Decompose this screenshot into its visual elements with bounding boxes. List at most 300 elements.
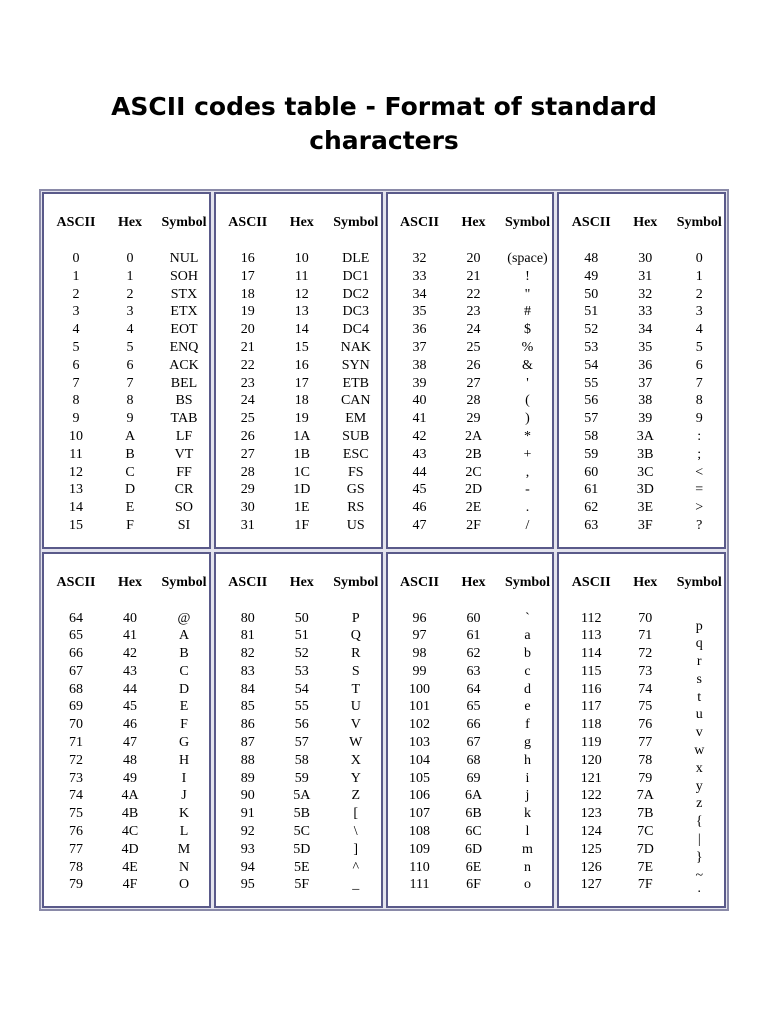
symbol: h bbox=[524, 752, 531, 768]
symbol: J bbox=[181, 788, 187, 804]
hex-code: 7E bbox=[637, 859, 654, 875]
symbol: ) bbox=[525, 411, 530, 427]
hex-code: 3 bbox=[126, 304, 134, 320]
ascii-code: 105 bbox=[409, 770, 430, 786]
table-row bbox=[388, 446, 553, 464]
hex-code: 76 bbox=[638, 717, 653, 733]
header-symbol: Symbol bbox=[676, 215, 722, 230]
ascii-code: 87 bbox=[240, 735, 255, 751]
hex-code: 46 bbox=[123, 717, 137, 733]
header-ascii: ASCII bbox=[228, 215, 268, 230]
symbol: ETX bbox=[170, 304, 198, 320]
table-row bbox=[388, 752, 553, 770]
hex-code: 12 bbox=[294, 286, 309, 302]
ascii-code: 11 bbox=[69, 446, 83, 462]
symbol: DC3 bbox=[342, 304, 369, 320]
header-hex: Hex bbox=[289, 215, 314, 230]
symbol: @ bbox=[177, 610, 191, 626]
table-row bbox=[559, 428, 724, 446]
ascii-code: 32 bbox=[412, 251, 427, 266]
symbol: $ bbox=[524, 322, 531, 338]
symbol: z bbox=[696, 796, 703, 812]
ascii-code: 118 bbox=[581, 717, 602, 733]
header-hex: Hex bbox=[461, 574, 486, 590]
hex-code: 63 bbox=[466, 663, 481, 679]
ascii-code: 47 bbox=[412, 517, 427, 533]
symbol: l bbox=[525, 824, 530, 840]
symbol: VT bbox=[174, 446, 194, 462]
symbol: [ bbox=[353, 806, 359, 822]
table-row bbox=[559, 392, 724, 410]
hex-code: 7 bbox=[126, 375, 134, 391]
hex-code: 62 bbox=[466, 646, 481, 662]
symbol: 8 bbox=[695, 393, 703, 409]
symbol: DC2 bbox=[342, 286, 369, 302]
hex-code: 7A bbox=[636, 788, 654, 804]
hex-code: 35 bbox=[638, 339, 653, 355]
hex-code: 0 bbox=[126, 251, 134, 266]
ascii-code: 124 bbox=[580, 824, 602, 840]
hex-code: 41 bbox=[123, 628, 137, 644]
symbol: SI bbox=[177, 517, 191, 533]
table-row bbox=[216, 823, 381, 841]
ascii-code: 9 bbox=[72, 411, 80, 427]
table-row bbox=[216, 610, 381, 628]
table-row bbox=[559, 303, 724, 321]
table-row bbox=[216, 698, 381, 716]
ascii-code: 66 bbox=[69, 646, 83, 662]
symbol: SYN bbox=[341, 357, 370, 373]
symbol: V bbox=[350, 717, 361, 733]
symbol: x bbox=[695, 760, 703, 776]
table-row bbox=[216, 645, 381, 663]
page-title bbox=[0, 90, 768, 158]
hex-code: 40 bbox=[123, 610, 137, 626]
ascii-code: 16 bbox=[240, 251, 255, 266]
symbol: 4 bbox=[695, 322, 703, 338]
symbol: T bbox=[351, 681, 361, 697]
ascii-code: 71 bbox=[69, 735, 83, 751]
symbol: _ bbox=[352, 877, 360, 893]
symbol: ! bbox=[525, 268, 530, 284]
hex-code: 71 bbox=[638, 628, 653, 644]
symbol: . bbox=[525, 500, 530, 516]
table-row bbox=[44, 268, 209, 286]
header-hex: Hex bbox=[633, 574, 658, 590]
ascii-code: 110 bbox=[409, 859, 430, 875]
symbol: % bbox=[521, 339, 534, 355]
ascii-code: 20 bbox=[240, 322, 255, 338]
symbol: o bbox=[524, 877, 531, 893]
ascii-code: 79 bbox=[69, 877, 83, 893]
hex-code: 23 bbox=[466, 304, 481, 320]
symbol: M bbox=[177, 841, 191, 857]
hex-code: 24 bbox=[466, 322, 481, 338]
ascii-code: 59 bbox=[584, 446, 599, 462]
table-row bbox=[44, 627, 209, 645]
table-row bbox=[559, 357, 724, 375]
symbol: SO bbox=[175, 500, 193, 516]
symbol: US bbox=[346, 517, 365, 533]
table-row bbox=[388, 286, 553, 304]
ascii-code: 65 bbox=[69, 628, 83, 644]
header-hex: Hex bbox=[117, 574, 143, 590]
header-symbol: Symbol bbox=[333, 215, 379, 230]
hex-code: 47 bbox=[123, 735, 137, 751]
hex-code: 4D bbox=[121, 841, 139, 857]
table-row bbox=[216, 428, 381, 446]
hex-code: 3F bbox=[637, 517, 653, 533]
table-row bbox=[388, 517, 553, 535]
ascii-code: 44 bbox=[412, 464, 427, 480]
table-row bbox=[216, 499, 381, 517]
table-row bbox=[216, 787, 381, 805]
hex-code: 8 bbox=[126, 393, 134, 409]
hex-code: 74 bbox=[638, 681, 653, 697]
table-row bbox=[44, 286, 209, 304]
ascii-code: 88 bbox=[240, 752, 255, 768]
symbol: D bbox=[178, 681, 190, 697]
table-rows bbox=[388, 610, 553, 895]
table-row bbox=[44, 770, 209, 788]
symbol: B bbox=[179, 646, 189, 662]
hex-code: 7D bbox=[636, 841, 654, 857]
table-row bbox=[559, 321, 724, 339]
symbol: FS bbox=[347, 464, 364, 480]
hex-code: 1F bbox=[294, 517, 310, 533]
hex-code: 2B bbox=[465, 446, 482, 462]
hex-code: 6E bbox=[465, 859, 482, 875]
table-rows bbox=[44, 610, 209, 895]
hex-code: 27 bbox=[466, 375, 481, 391]
table-row bbox=[559, 375, 724, 393]
symbol: EOT bbox=[170, 322, 198, 338]
ascii-code: 82 bbox=[240, 646, 255, 662]
symbol: Z bbox=[351, 788, 361, 804]
symbol: ' bbox=[526, 375, 529, 391]
table-row bbox=[216, 268, 381, 286]
hex-code: 22 bbox=[466, 286, 481, 302]
ascii-code: 83 bbox=[240, 663, 255, 679]
hex-code: 2F bbox=[466, 517, 481, 533]
table-row bbox=[216, 464, 381, 482]
ascii-code: 99 bbox=[412, 663, 427, 679]
column-headers bbox=[388, 573, 553, 593]
symbol: f bbox=[525, 717, 530, 733]
hex-code: 5D bbox=[293, 841, 311, 857]
symbol: , bbox=[525, 464, 530, 480]
symbol: g bbox=[524, 735, 531, 751]
table-rows bbox=[216, 250, 381, 535]
symbol: v bbox=[695, 725, 703, 741]
table-row bbox=[44, 481, 209, 499]
symbol: NUL bbox=[169, 251, 199, 266]
table-row bbox=[216, 663, 381, 681]
hex-code: 6D bbox=[464, 841, 483, 857]
hex-code: 11 bbox=[295, 268, 309, 284]
table-row bbox=[388, 716, 553, 734]
table-row bbox=[44, 250, 209, 268]
symbol: ~ bbox=[695, 867, 704, 883]
ascii-code: 38 bbox=[412, 357, 427, 373]
ascii-code: 96 bbox=[412, 610, 427, 626]
hex-code: 21 bbox=[466, 268, 481, 284]
symbol: 0 bbox=[695, 251, 703, 266]
symbol: GS bbox=[346, 482, 365, 498]
table-row bbox=[216, 517, 381, 535]
hex-code: 17 bbox=[294, 375, 309, 391]
ascii-code: 85 bbox=[240, 699, 255, 715]
hex-code: 78 bbox=[638, 752, 653, 768]
ascii-table bbox=[39, 189, 729, 911]
symbol: ETB bbox=[342, 375, 369, 391]
symbol: i bbox=[525, 770, 530, 786]
table-row bbox=[559, 410, 724, 428]
ascii-code: 56 bbox=[584, 393, 599, 409]
hex-code: 15 bbox=[294, 339, 309, 355]
table-row bbox=[388, 876, 553, 894]
table-panel bbox=[214, 192, 383, 549]
hex-code: 7F bbox=[637, 877, 653, 893]
hex-code: 5 bbox=[126, 339, 134, 355]
hex-code: 2C bbox=[465, 464, 482, 480]
ascii-code: 3 bbox=[72, 304, 80, 320]
header-symbol: Symbol bbox=[504, 215, 551, 230]
symbol: W bbox=[349, 735, 363, 751]
hex-code: 16 bbox=[294, 357, 309, 373]
table-panel bbox=[42, 192, 211, 549]
ascii-code: 52 bbox=[584, 322, 599, 338]
hex-code: 20 bbox=[466, 251, 481, 266]
symbol: d bbox=[524, 681, 531, 697]
ascii-code: 5 bbox=[72, 339, 80, 355]
hex-code: 10 bbox=[294, 251, 309, 266]
ascii-code: 113 bbox=[581, 628, 602, 644]
table-rows bbox=[44, 250, 209, 535]
hex-code: 4E bbox=[122, 859, 138, 875]
symbol: 5 bbox=[695, 339, 703, 355]
ascii-code: 127 bbox=[580, 877, 602, 893]
symbol: X bbox=[350, 752, 361, 768]
ascii-code: 26 bbox=[240, 428, 255, 444]
header-ascii: ASCII bbox=[571, 215, 611, 230]
ascii-code: 53 bbox=[584, 339, 599, 355]
column-headers bbox=[44, 573, 209, 593]
ascii-code: 21 bbox=[240, 339, 255, 355]
table-row bbox=[44, 499, 209, 517]
ascii-code: 74 bbox=[69, 788, 83, 804]
symbol: & bbox=[522, 357, 533, 373]
symbol: ? bbox=[696, 517, 703, 533]
ascii-code: 19 bbox=[240, 304, 255, 320]
hex-code: 5C bbox=[293, 824, 310, 840]
hex-code: 73 bbox=[638, 663, 653, 679]
ascii-code: 35 bbox=[412, 304, 427, 320]
ascii-code: 98 bbox=[412, 646, 427, 662]
hex-code: 4C bbox=[121, 824, 139, 840]
symbol: LF bbox=[175, 428, 193, 444]
hex-code: 6A bbox=[464, 788, 483, 804]
ascii-code: 75 bbox=[69, 806, 83, 822]
hex-code: D bbox=[124, 482, 136, 498]
table-row bbox=[388, 464, 553, 482]
header-symbol: Symbol bbox=[676, 574, 722, 590]
table-row bbox=[388, 357, 553, 375]
hex-code: 48 bbox=[123, 752, 137, 768]
table-row bbox=[388, 823, 553, 841]
symbol: ENQ bbox=[169, 339, 199, 355]
hex-code: 51 bbox=[294, 628, 309, 644]
ascii-code: 64 bbox=[69, 610, 83, 626]
symbol: # bbox=[524, 304, 531, 320]
header-ascii: ASCII bbox=[400, 215, 439, 230]
table-row bbox=[216, 859, 381, 877]
table-row bbox=[216, 410, 381, 428]
symbol: ] bbox=[353, 841, 359, 857]
hex-code: 65 bbox=[466, 699, 481, 715]
ascii-code: 63 bbox=[584, 517, 599, 533]
symbol: Y bbox=[350, 770, 361, 786]
table-row bbox=[44, 428, 209, 446]
symbol: n bbox=[524, 859, 531, 875]
ascii-code: 76 bbox=[69, 824, 83, 840]
table-row bbox=[388, 392, 553, 410]
ascii-code: 62 bbox=[584, 500, 599, 516]
hex-code: 49 bbox=[123, 770, 137, 786]
symbol: NAK bbox=[340, 339, 371, 355]
table-row bbox=[388, 627, 553, 645]
ascii-code: 80 bbox=[240, 610, 255, 626]
table-panel bbox=[214, 552, 383, 909]
hex-code: 2A bbox=[464, 428, 483, 444]
symbol: DLE bbox=[342, 251, 370, 266]
ascii-code: 70 bbox=[69, 717, 83, 733]
hex-code: 42 bbox=[123, 646, 137, 662]
hex-code: 3A bbox=[636, 428, 654, 444]
table-row bbox=[388, 428, 553, 446]
hex-code: 1 bbox=[126, 268, 134, 284]
header-hex: Hex bbox=[633, 215, 658, 230]
ascii-code: 31 bbox=[240, 517, 255, 533]
ascii-code: 104 bbox=[409, 752, 430, 768]
hex-code: C bbox=[125, 464, 135, 480]
symbol: G bbox=[178, 735, 190, 751]
symbol: BEL bbox=[170, 375, 198, 391]
ascii-code: 93 bbox=[240, 841, 255, 857]
ascii-code: 122 bbox=[580, 788, 602, 804]
ascii-code: 23 bbox=[240, 375, 255, 391]
symbol: } bbox=[695, 849, 703, 865]
symbol: 2 bbox=[695, 286, 703, 302]
ascii-code: 115 bbox=[581, 663, 602, 679]
ascii-code: 112 bbox=[581, 610, 602, 626]
table-row bbox=[44, 752, 209, 770]
hex-code: 6B bbox=[465, 806, 482, 822]
symbol: S bbox=[351, 663, 360, 679]
table-row bbox=[388, 499, 553, 517]
symbol: SUB bbox=[342, 428, 370, 444]
hex-code: 6 bbox=[126, 357, 134, 373]
hex-code: 56 bbox=[294, 717, 309, 733]
table-row bbox=[44, 823, 209, 841]
ascii-code: 90 bbox=[240, 788, 255, 804]
ascii-code: 69 bbox=[69, 699, 83, 715]
table-row bbox=[216, 627, 381, 645]
hex-code: 52 bbox=[294, 646, 309, 662]
hex-code: 57 bbox=[294, 735, 309, 751]
table-row bbox=[388, 410, 553, 428]
ascii-code: 54 bbox=[584, 357, 599, 373]
symbol: u bbox=[695, 707, 703, 723]
symbol: p bbox=[695, 618, 703, 634]
ascii-code: 50 bbox=[584, 286, 599, 302]
table-row bbox=[216, 770, 381, 788]
table-row bbox=[388, 321, 553, 339]
symbol: / bbox=[525, 517, 530, 533]
table-row bbox=[216, 375, 381, 393]
ascii-code: 60 bbox=[584, 464, 599, 480]
ascii-code: 95 bbox=[240, 877, 255, 893]
table-row bbox=[216, 752, 381, 770]
header-ascii: ASCII bbox=[571, 574, 611, 590]
table-row bbox=[216, 286, 381, 304]
hex-code: 38 bbox=[638, 393, 653, 409]
ascii-code: 34 bbox=[412, 286, 427, 302]
table-row bbox=[388, 303, 553, 321]
symbol: a bbox=[524, 628, 531, 644]
hex-code: 18 bbox=[294, 393, 309, 409]
ascii-code: 86 bbox=[240, 717, 255, 733]
hex-code: 75 bbox=[638, 699, 653, 715]
hex-code: 77 bbox=[638, 735, 653, 751]
hex-code: 70 bbox=[638, 610, 653, 626]
hex-code: 6C bbox=[465, 824, 482, 840]
table-panel bbox=[42, 552, 211, 909]
hex-code: 32 bbox=[638, 286, 653, 302]
hex-code: 33 bbox=[638, 304, 653, 320]
table-row bbox=[216, 446, 381, 464]
symbol: w bbox=[694, 743, 705, 759]
ascii-code: 46 bbox=[412, 500, 427, 516]
symbol: F bbox=[180, 717, 188, 733]
table-row bbox=[388, 645, 553, 663]
symbol: ` bbox=[525, 610, 530, 626]
symbol: | bbox=[697, 832, 701, 848]
hex-code: 1C bbox=[293, 464, 310, 480]
table-row bbox=[388, 805, 553, 823]
ascii-code: 12 bbox=[69, 464, 83, 480]
ascii-code: 78 bbox=[69, 859, 83, 875]
symbol: 7 bbox=[695, 375, 703, 391]
table-row bbox=[44, 681, 209, 699]
hex-code: 58 bbox=[294, 752, 309, 768]
ascii-code: 4 bbox=[72, 322, 80, 338]
table-row bbox=[44, 805, 209, 823]
symbol: ^ bbox=[352, 859, 360, 875]
hex-code: 26 bbox=[466, 357, 481, 373]
hex-code: 7C bbox=[637, 824, 654, 840]
table-rows bbox=[559, 250, 724, 535]
table-row bbox=[216, 716, 381, 734]
symbol: " bbox=[524, 286, 531, 302]
ascii-code: 48 bbox=[584, 251, 599, 266]
ascii-code: 0 bbox=[72, 251, 80, 266]
hex-code: 28 bbox=[466, 393, 481, 409]
ascii-code: 102 bbox=[409, 717, 430, 733]
ascii-code: 40 bbox=[412, 393, 427, 409]
column-headers bbox=[559, 573, 724, 593]
table-row bbox=[44, 339, 209, 357]
